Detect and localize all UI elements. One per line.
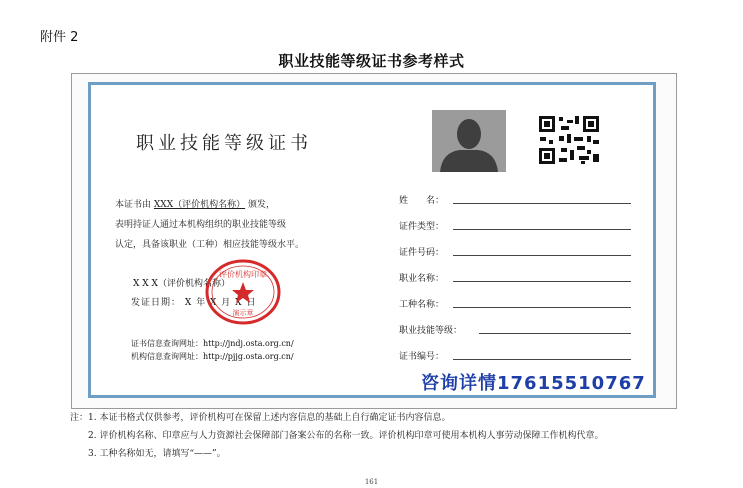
body-line-2: 表明持证人通过本机构组织的职业技能等级 <box>115 220 287 230</box>
field-line <box>453 307 631 308</box>
document-title: 职业技能等级证书参考样式 <box>278 52 465 70</box>
field-line <box>453 229 631 230</box>
certificate <box>88 82 656 398</box>
field-line <box>453 359 631 360</box>
note-3: 3. 工种名称如无，请填写“——”。 <box>88 449 226 459</box>
photo-placeholder <box>432 110 506 172</box>
red-seal-stamp <box>203 257 283 327</box>
field-certificate-number: 证书编号： <box>399 349 444 362</box>
qr-code-icon <box>537 114 601 166</box>
field-occupation: 职业名称： <box>399 271 444 284</box>
note-2: 2. 评价机构名称、印章应与人力资源社会保障部门备案公布的名称一致。评价机构印章可使用本机构人事劳动保障工作机构代章。 <box>88 431 604 441</box>
field-id-number: 证件号码： <box>399 245 444 258</box>
field-line <box>453 281 631 282</box>
note-1: 注：1. 本证书格式仅供参考，评价机构可在保留上述内容信息的基础上自行确定证书内容信息。 <box>70 413 451 423</box>
field-line <box>453 255 631 256</box>
body-line-3: 认定，具备该职业（工种）相应技能等级水平。 <box>115 240 305 250</box>
field-job-type: 工种名称： <box>399 297 444 310</box>
field-name: 姓 名： <box>399 193 444 206</box>
person-silhouette-icon <box>432 110 506 172</box>
page-number: 161 <box>364 478 379 486</box>
attachment-label: 附件 2 <box>40 30 79 45</box>
lookup-urls <box>131 337 294 363</box>
signer-line: X X X（评价机构名称） <box>133 279 230 289</box>
svg-text:评价机构印章: 评价机构印章 <box>219 270 267 279</box>
field-skill-level: 职业技能等级： <box>399 323 462 336</box>
field-line <box>479 333 631 334</box>
issue-date: 发证日期： X 年 X 月 X 日 <box>131 298 257 308</box>
footnotes <box>70 409 603 463</box>
cert-lookup-url: 证书信息查询网址：http://jndj.osta.org.cn/ <box>131 339 294 348</box>
field-id-type: 证件类型： <box>399 219 444 232</box>
svg-text:演示章: 演示章 <box>232 309 254 317</box>
field-line <box>453 203 631 204</box>
certificate-body <box>115 195 375 255</box>
body-line-1: 本证书由 XXX（评价机构名称） 颁发， <box>115 200 276 210</box>
org-name-placeholder: XXX（评价机构名称） <box>153 200 246 210</box>
certificate-title: 职业技能等级证书 <box>136 133 312 154</box>
org-lookup-url: 机构信息查询网址：http://pjjg.osta.org.cn/ <box>131 352 294 361</box>
contact-overlay-text: 咨询详情17615510767 <box>421 373 646 394</box>
